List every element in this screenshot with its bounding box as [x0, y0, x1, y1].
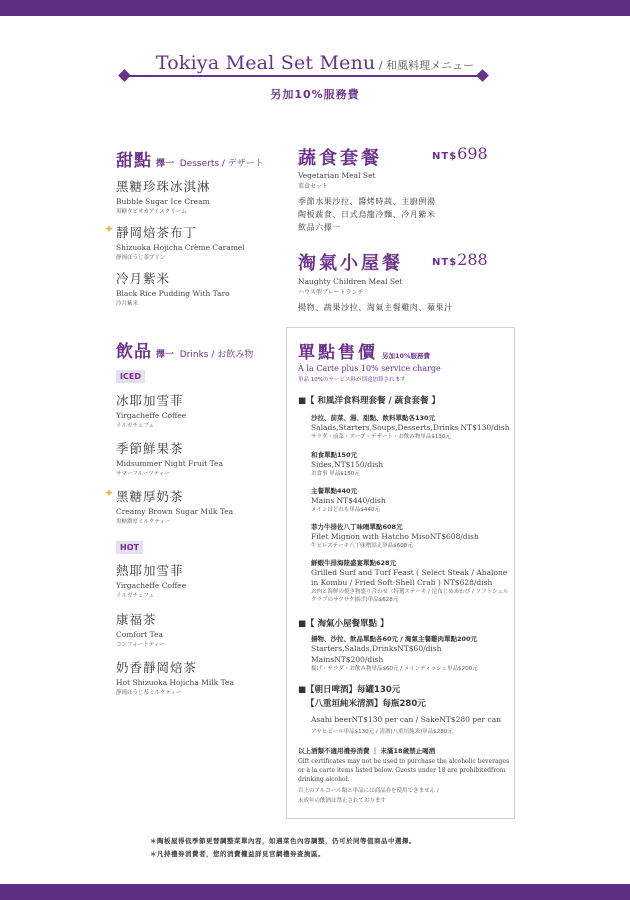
alacarte-item: 沙拉、前菜、湯、甜點、飲料單點各130元 Salads,Starters,Soups,Desserts,Drinks NT$130/dish サラダ・前菜・スープ・デザート・お飲み物単品$130元 [311, 414, 510, 440]
kids-set-price: NT$288 [432, 250, 488, 269]
beer-price-jp: アサヒビール単品$130元 / 清酒(八重垣純米)単品$280元 [311, 729, 453, 735]
alcohol-note-jp: 以上のアルコール類と単品には商品券を使用できません / [298, 788, 439, 794]
desserts-heading: 甜點 擇一 Desserts / デザート [116, 151, 264, 171]
drink-item: ✦ 黑糖厚奶茶 Creamy Brown Sugar Milk Tea 黒糖濃厚ミルクティー [104, 486, 234, 525]
drink-item: 季節鮮果茶 Midsummer Night Fruit Tea サマーフルーツティー [116, 441, 223, 477]
drink-item: 冰耶加雪菲 Yirgacheffe Coffee イルガチェフェ [116, 393, 187, 429]
veg-set-en: Vegetarian Meal Set [298, 171, 376, 180]
star-icon: ✦ [104, 486, 115, 500]
beer-price-en: Asahi beerNT$130 per can / SakeNT$280 per can [311, 715, 501, 724]
alacarte-en: À la Carte plus 10% service charge [298, 364, 441, 373]
menu-title: Tokiya Meal Set Menu / 和風料理メニュー [155, 52, 475, 74]
footer-note: ＊陶板屋得依季節更替調整菜單內容，如遇菜色內容調整，仍可於同等值商品中選擇。 [150, 837, 416, 845]
alcohol-note-heading: 以上酒類不適用禮券消費 ｜ 未滿18歲禁止喝酒 [298, 747, 436, 755]
drink-item: 熱耶加雪菲 Yirgacheffe Coffee イルガチェフェ [116, 563, 187, 599]
service-charge-note: 另加10%服務費 [270, 88, 360, 101]
alacarte-item: 和食單點150元 Sides,NT$150/dish お食事 単品$150元 [311, 451, 384, 477]
alacarte-heading: 單點售價 另加10%服務費 [298, 343, 431, 363]
veg-set-description: 季節水果沙拉、醬烤時蔬、主廚例湯 陶板蔬食、日式烏龍冷麵、冷月紫米 飲品六擇一 [298, 197, 436, 232]
drinks-heading: 飲品 擇一 Drinks / お飲み物 [116, 342, 254, 362]
kids-set-en: Naughty Children Meal Set [298, 277, 403, 286]
alacarte-item: 主餐單點440元 Mains NT$440/dish メインはどれも単品$440元 [311, 487, 386, 513]
iced-badge: ICED [116, 370, 145, 383]
section-beer: ■【朝日啤酒】每罐130元 [298, 685, 401, 695]
top-band [0, 0, 630, 16]
star-icon: ✦ [104, 222, 115, 236]
veg-set-jp: 菜食セット [298, 183, 329, 190]
drink-item: 奶香靜岡焙茶 Hot Shizuoka Hojicha Milk Tea 静岡ほうじ茶ミルクティー [116, 660, 234, 696]
alacarte-item: 揚物、沙拉、飲品單點各60元 / 淘氣主餐雞肉單點200元 Starters,Salads,DrinksNT$60/dish MainsNT$200/dish 揚げ・サラダ・お飲み物単品$60元 / メインディッシュ単品$200元 [311, 635, 478, 672]
footer-note: ＊凡持禮券消費者，您的消費權益詳見官網禮券查詢區。 [150, 850, 325, 858]
kids-set-description: 揚物、蔬果沙拉、淘氣主餐雞肉、蘋果汁 [298, 303, 453, 312]
section-kids-meal: ■【 淘氣小屋餐單點 】 [298, 619, 389, 629]
title-divider [124, 75, 486, 77]
dessert-item: 黑糖珍珠冰淇淋 Bubble Sugar Ice Cream 黒糖タピオカアイスクリーム [116, 179, 211, 215]
alacarte-item: 菲力牛排佐八丁味噌單點608元 Filet Mignon with Hatcho MisoNT$608/dish 牛ヒレステーキ八丁味噌添え単品$608元 [311, 523, 479, 549]
hot-badge: HOT [116, 541, 143, 554]
dessert-item: ✦ 靜岡焙茶布丁 Shizuoka Hojicha Crème Caramel 静岡ほうじ茶プリン [104, 222, 245, 261]
alcohol-note-jp: 未成年の飲酒は禁止されております [298, 798, 387, 804]
bottom-band [0, 884, 630, 900]
section-sake: 【八重垣純米清酒】每瓶280元 [306, 699, 426, 709]
veg-set-heading: 蔬食套餐 [298, 148, 382, 169]
section-set-meal: ■【 和風洋食料理套餐 / 蔬食套餐 】 [298, 396, 440, 406]
kids-set-jp: ハウス型プレートランチ [298, 289, 364, 296]
veg-set-price: NT$698 [432, 144, 488, 163]
dessert-item: 冷月紫米 Black Rice Pudding With Taro 冷月紫米 [116, 271, 230, 307]
alacarte-item: 鮮蝦牛排海陸盛宴單點628元 Grilled Surf and Turf Feast ( Select Steak / Abalone in Kombu / Fried Soft-Shell Crab ) NT$628/dish お肉と海鮮の焼き物盛り合わせ（特選ステーキ / 昆布じめあわび / ソフトシェルクラブのサクサク揚げ)単品$628元 [311, 559, 509, 603]
kids-set-heading: 淘氣小屋餐 [298, 253, 403, 274]
alacarte-jp: 単品 10%のサービス料が別途加算されます [298, 377, 406, 383]
drink-item: 康福茶 Comfort Tea コンフォートティー [116, 612, 165, 648]
alcohol-note-en: Gift certificates may not be used to purchase the alcoholic beverages or à la carte items listed below. Guests under 18 are prohibitedfrom drinking alcohol. [298, 758, 510, 783]
